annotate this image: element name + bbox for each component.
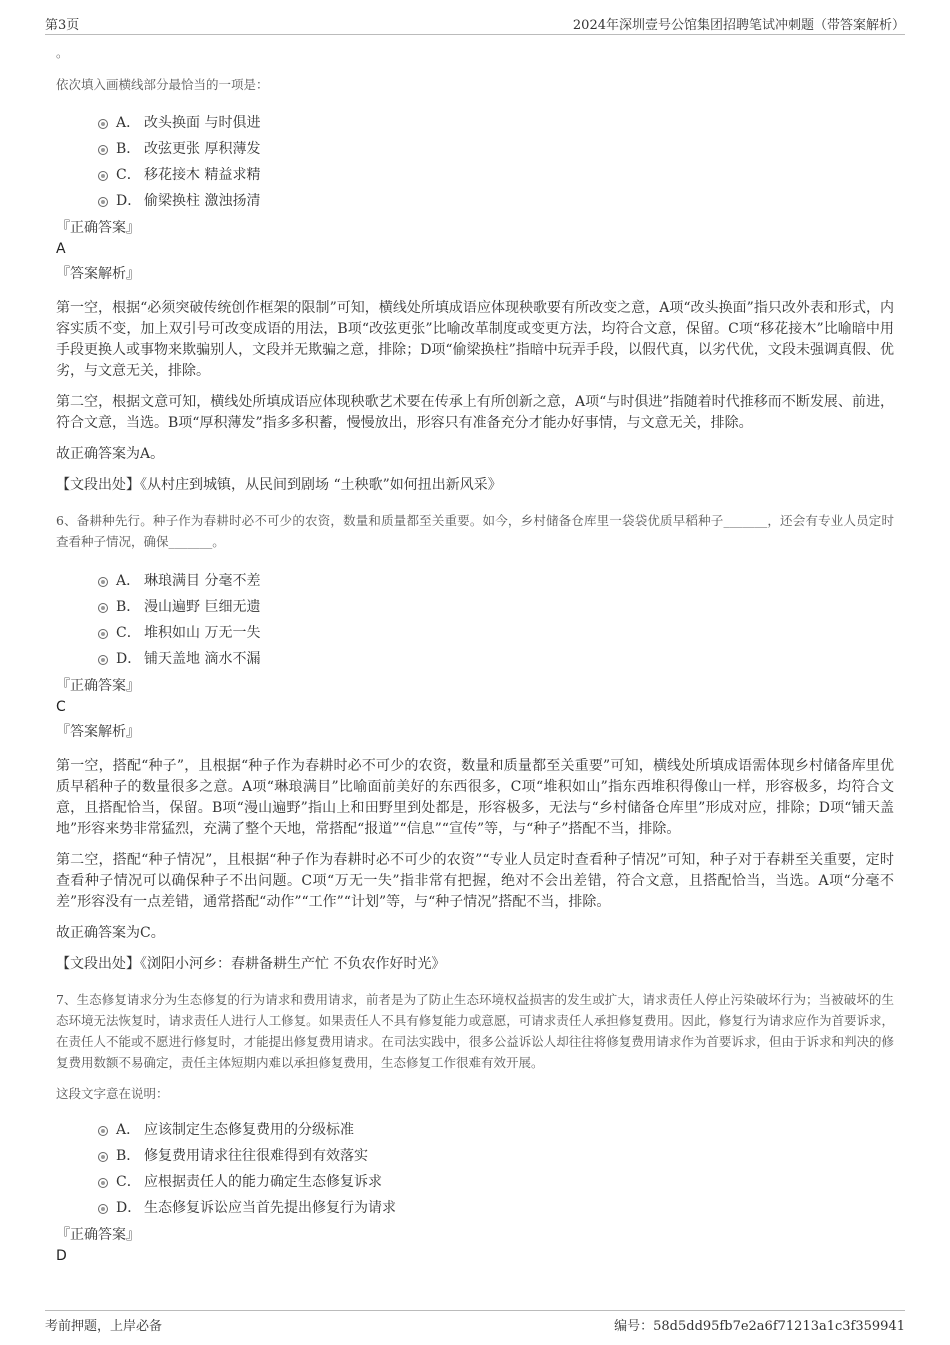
q6-analysis-para2: 第二空，搭配“种子情况”，且根据“种子作为春耕时必不可少的农资”“专业人员定时查看种子情况”可知，种子对于春耕至关重要，定时查看种子情况可以确保种子不出问题。C项“万无一失”指非常有把握，绝对不会出差错，符合文意，且搭配恰当，当选。A项“分毫不差”形容没有一点差错，通常搭配“动作”“工作”“计划”等，与“种子情况”搭配不当，排除。: [56, 852, 894, 910]
q5-option-a[interactable]: A． 改头换面 与时俱进: [98, 110, 894, 136]
page-footer: [45, 1310, 905, 1333]
q5-conclusion: 故正确答案为A。: [56, 446, 165, 462]
q5-option-d[interactable]: D． 偷梁换柱 激浊扬清: [98, 188, 894, 214]
q7-prompt: 这段文字意在说明：: [56, 1086, 169, 1101]
radio-icon[interactable]: [98, 119, 108, 129]
q6-answer-label: 『正确答案』: [56, 678, 140, 694]
q6-option-d[interactable]: D． 铺天盖地 滴水不漏: [98, 646, 894, 672]
radio-icon[interactable]: [98, 603, 108, 613]
document-title: 2024年深圳壹号公馆集团招聘笔试冲刺题（带答案解析）: [572, 18, 905, 33]
page-content: [56, 46, 894, 1267]
q7-option-c[interactable]: C． 应根据责任人的能力确定生态修复诉求: [98, 1169, 894, 1195]
q6-conclusion: 故正确答案为C。: [56, 925, 165, 941]
q6-option-c[interactable]: C． 堆积如山 万无一失: [98, 620, 894, 646]
q5-option-c[interactable]: C． 移花接木 精益求精: [98, 162, 894, 188]
radio-icon[interactable]: [98, 1152, 108, 1162]
q5-prompt: 依次填入画横线部分最恰当的一项是：: [56, 77, 269, 92]
radio-icon[interactable]: [98, 1126, 108, 1136]
page-header: [45, 14, 905, 35]
radio-icon[interactable]: [98, 1178, 108, 1188]
page-number: 第3页: [45, 18, 80, 33]
q6-options: [98, 568, 894, 672]
q7-option-b[interactable]: B． 修复费用请求往往很难得到有效落实: [98, 1143, 894, 1169]
q7-answer: D: [56, 1248, 67, 1264]
q6-option-a[interactable]: A． 琳琅满目 分毫不差: [98, 568, 894, 594]
q6-analysis-label: 『答案解析』: [56, 724, 140, 740]
radio-icon[interactable]: [98, 1204, 108, 1214]
q6-answer: C: [56, 699, 66, 715]
q5-analysis-label: 『答案解析』: [56, 266, 140, 282]
q5-option-b[interactable]: B． 改弦更张 厚积薄发: [98, 136, 894, 162]
radio-icon[interactable]: [98, 655, 108, 665]
q7-option-d[interactable]: D． 生态修复诉讼应当首先提出修复行为请求: [98, 1195, 894, 1221]
q7-answer-label: 『正确答案』: [56, 1227, 140, 1243]
radio-icon[interactable]: [98, 197, 108, 207]
q7-option-a[interactable]: A． 应该制定生态修复费用的分级标准: [98, 1117, 894, 1143]
footer-slogan: 考前押题，上岸必备: [45, 1319, 163, 1334]
q6-source: 【文段出处】《浏阳小河乡：春耕备耕生产忙 不负农作好时光》: [56, 956, 446, 972]
q5-source: 【文段出处】《从村庄到城镇，从民间到剧场 “土秧歌”如何扭出新风采》: [56, 477, 502, 493]
q7-question: 7、生态修复请求分为生态修复的行为请求和费用请求，前者是为了防止生态环境权益损害的发生或扩大，请求责任人停止污染破坏行为；当被破坏的生态环境无法恢复时，请求责任人进行人工修复。如果责任人不具有修复能力或意愿，可请求责任人承担修复费用。因此，修复行为请求应作为首要诉求，在责任人不能或不愿进行修复时，才能提出修复费用请求。在司法实践中，很多公益诉讼人却往往将修复费用请求作为首要诉求，但由于诉求和判决的修复费用数额不易确定，责任主体短期内难以承担修复费用，生态修复工作很难有效开展。: [56, 992, 894, 1070]
q5-options: [98, 110, 894, 214]
q5-tail: 。: [56, 45, 69, 60]
document-code: 编号：58d5dd95fb7e2a6f71213a1c3f359941: [614, 1319, 905, 1334]
radio-icon[interactable]: [98, 629, 108, 639]
q5-analysis-para1: 第一空，根据“必须突破传统创作框架的限制”可知，横线处所填成语应体现秧歌要有所改变之意，A项“改头换面”指只改外表和形式，内容实质不变，加上双引号可改变成语的用法，B项“改弦更张”比喻改革制度或变更方法，均符合文意，保留。C项“移花接木”比喻暗中用手段更换人或事物来欺骗别人，文段并无欺骗之意，排除；D项“偷梁换柱”指暗中玩弄手段，以假代真，以劣代优，文段未强调真假、优劣，与文意无关，排除。: [56, 300, 894, 379]
q6-option-b[interactable]: B． 漫山遍野 巨细无遗: [98, 594, 894, 620]
q6-question: 6、备耕种先行。种子作为春耕时必不可少的农资，数量和质量都至关重要。如今，乡村储备仓库里一袋袋优质早稻种子_______，还会有专业人员定时查看种子情况，确保_______。: [56, 513, 894, 549]
radio-icon[interactable]: [98, 145, 108, 155]
q7-options: [98, 1117, 894, 1221]
q6-analysis-para1: 第一空，搭配“种子”，且根据“种子作为春耕时必不可少的农资，数量和质量都至关重要”可知，横线处所填成语需体现乡村储备库里优质早稻种子的数量很多之意。A项“琳琅满目”比喻面前美好的东西很多，C项“堆积如山”指东西堆积得像山一样，形容极多，均符合文意，且搭配恰当，保留。B项“漫山遍野”指山上和田野里到处都是，形容极多，无法与“乡村储备仓库里”形成对应，排除；D项“铺天盖地”形容来势非常猛烈，充满了整个天地，常搭配“报道”“信息”“宣传”等，与“种子”搭配不当，排除。: [56, 758, 894, 837]
radio-icon[interactable]: [98, 171, 108, 181]
radio-icon[interactable]: [98, 577, 108, 587]
q5-answer-label: 『正确答案』: [56, 220, 140, 236]
q5-answer: A: [56, 241, 66, 257]
q5-analysis-para2: 第二空，根据文意可知，横线处所填成语应体现秧歌艺术要在传承上有所创新之意，A项“与时俱进”指随着时代推移而不断发展、前进，符合文意，当选。B项“厚积薄发”指多多积蓄，慢慢放出，形容只有准备充分才能办好事情，与文意无关，排除。: [56, 394, 894, 431]
